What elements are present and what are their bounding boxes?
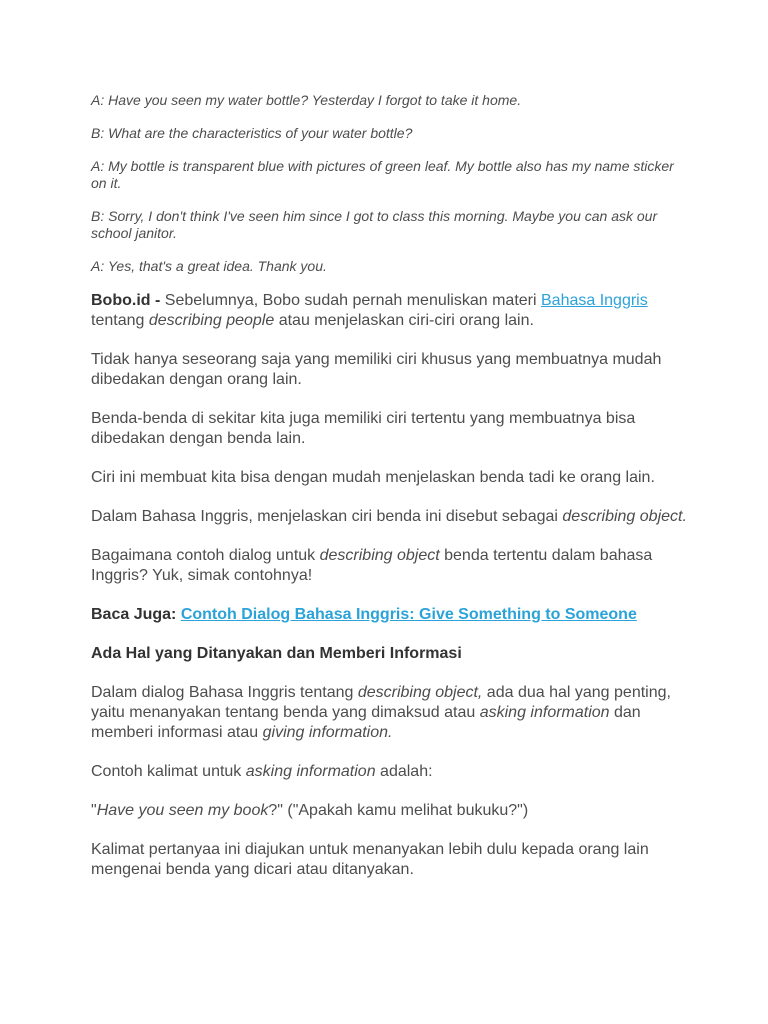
paragraph-7-text-2: adalah: <box>375 763 433 780</box>
paragraph-5-italic: describing object <box>319 547 440 564</box>
paragraph-4-text: Dalam Bahasa Inggris, menjelaskan ciri benda ini disebut sebagai <box>91 508 563 525</box>
paragraph-8-quote-close: ?" <box>268 802 283 819</box>
dialog-line-1: A: Have you seen my water bottle? Yesterday I forgot to take it home. <box>91 92 522 108</box>
paragraph-1: Tidak hanya seseorang saja yang memiliki ciri khusus yang membuatnya mudah dibedakan dengan orang lain. <box>91 351 662 388</box>
paragraph-5 <box>91 546 691 586</box>
dialog-line-4: B: Sorry, I don't think I've seen him since I got to class this morning. Maybe you can ask our school janitor. <box>91 208 658 241</box>
baca-juga-link[interactable]: Contoh Dialog Bahasa Inggris: Give Something to Someone <box>180 606 637 623</box>
intro-text-3: atau menjelaskan ciri-ciri orang lain. <box>274 312 534 329</box>
paragraph-8-italic: Have you seen my book <box>96 802 269 819</box>
paragraph-4-italic: describing object <box>562 508 683 525</box>
paragraph-6 <box>91 683 691 743</box>
paragraph-7-text-1: Contoh kalimat untuk <box>91 763 246 780</box>
paragraph-7 <box>91 762 691 782</box>
dialog-line-5: A: Yes, that's a great idea. Thank you. <box>91 258 327 274</box>
paragraph-5-text-1: Bagaimana contoh dialog untuk <box>91 547 320 564</box>
baca-juga-label: Baca Juga: <box>91 606 181 623</box>
dialog-line-2: B: What are the characteristics of your water bottle? <box>91 125 413 141</box>
paragraph-7-italic: asking information <box>245 763 376 780</box>
section-heading: Ada Hal yang Ditanyakan dan Memberi Informasi <box>91 645 462 662</box>
bahasa-inggris-link[interactable]: Bahasa Inggris <box>541 292 648 309</box>
paragraph-2: Benda-benda di sekitar kita juga memiliki ciri tertentu yang membuatnya bisa dibedakan dengan benda lain. <box>91 410 636 447</box>
paragraph-6-text-1: Dalam dialog Bahasa Inggris tentang <box>91 684 358 701</box>
paragraph-3: Ciri ini membuat kita bisa dengan mudah menjelaskan benda tadi ke orang lain. <box>91 469 655 486</box>
paragraph-8 <box>91 801 691 821</box>
paragraph-9: Kalimat pertanyaa ini diajukan untuk menanyakan lebih dulu kepada orang lain mengenai benda yang dicari atau ditanyakan. <box>91 841 649 878</box>
paragraph-6-text-3: dan memberi informasi atau <box>91 704 641 741</box>
paragraph-8-quote-open: " <box>91 802 97 819</box>
intro-paragraph <box>91 291 691 331</box>
paragraph-4 <box>91 507 691 527</box>
source-label: Bobo.id - <box>91 292 165 309</box>
intro-text-1: Sebelumnya, Bobo sudah pernah menuliskan materi <box>164 292 541 309</box>
baca-juga-paragraph <box>91 605 691 625</box>
intro-text-2: tentang <box>91 312 149 329</box>
paragraph-6-text-2: ada dua hal yang penting, yaitu menanyakan tentang benda yang dimaksud atau <box>91 684 671 721</box>
paragraph-6-italic-2: asking information <box>479 704 610 721</box>
paragraph-6-italic-1: describing object, <box>357 684 483 701</box>
dialog-line-3: A: My bottle is transparent blue with pictures of green leaf. My bottle also has my name sticker on it. <box>91 158 674 191</box>
document-page <box>91 92 691 899</box>
paragraph-5-text-2: benda tertentu dalam bahasa Inggris? Yuk, simak contohnya! <box>91 547 653 584</box>
paragraph-6-italic-3: giving information. <box>262 724 393 741</box>
paragraph-4-end: . <box>682 508 687 525</box>
intro-italic: describing people <box>148 312 275 329</box>
paragraph-8-text: ("Apakah kamu melihat bukuku?") <box>282 802 529 819</box>
